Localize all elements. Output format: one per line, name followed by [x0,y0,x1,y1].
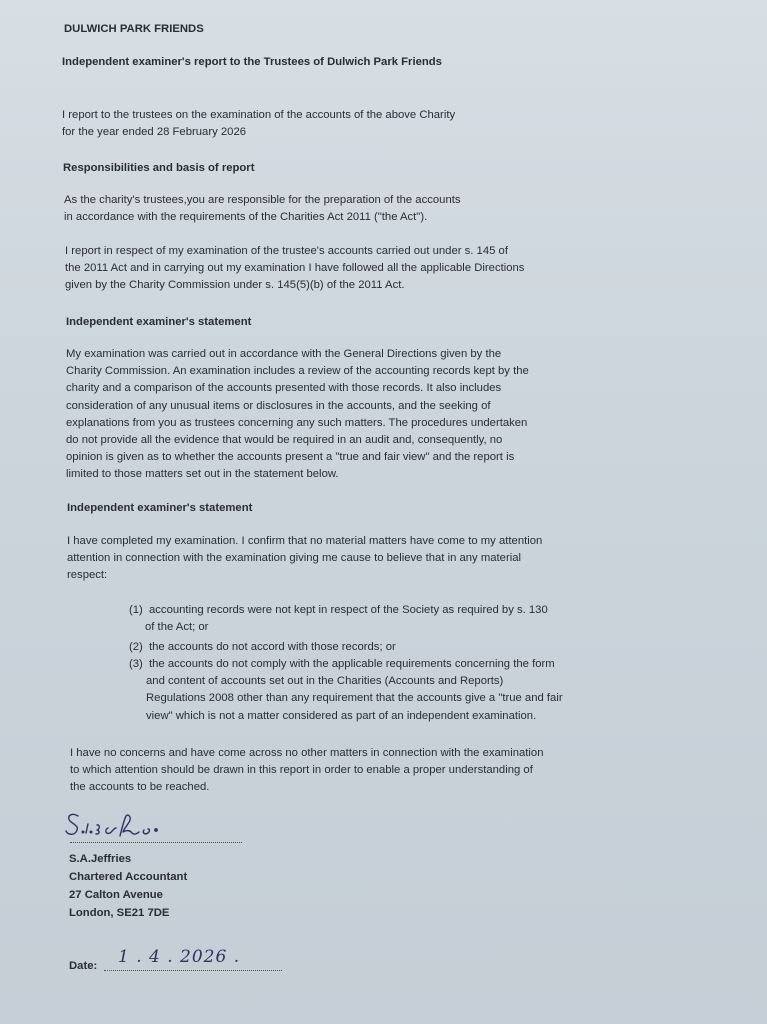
text-line: to which attention should be drawn in this report in order to enable a proper understanding of [70,764,533,777]
text-line: view" which is not a matter considered as part of an independent examination. [146,709,537,722]
signatory-address-line: London, SE21 7DE [69,907,170,919]
text-line: do not provide all the evidence that would be required in an audit and, consequently, no [66,434,503,447]
responsibilities-heading: Responsibilities and basis of report [63,162,255,174]
list-number: (2) [129,641,143,653]
signature-line [70,842,242,843]
text-line: respect: [67,569,108,582]
text-line: consideration of any unusual items or disclosures in the accounts, and the seeking of [66,399,491,412]
text-line: accounting records were not kept in respect of the Society as required by s. 130 [149,604,548,616]
statement-heading-1: Independent examiner's statement [66,316,252,328]
date-line [104,970,282,971]
text-line: opinion is given as to whether the accounts present a "true and fair view" and the report is [66,451,515,464]
text-line: the accounts do not accord with those records; or [149,641,396,653]
date-label: Date: [69,960,98,972]
closing-paragraph [70,745,543,797]
signatory-block [69,850,187,922]
text-line: Charity Commission. An examination includes a review of the accounting records kept by the [66,365,529,378]
signatory-name: S.A.Jeffries [69,853,132,865]
responsibilities-paragraph-2 [65,243,524,295]
handwritten-date: 1 . 4 . 2026 . [118,947,241,967]
text-line: attention in connection with the examination giving me cause to believe that in any material [67,552,522,565]
text-line: the accounts do not comply with the applicable requirements concerning the form [149,658,555,670]
text-line: of the Act; or [145,621,209,634]
text-line: in accordance with the requirements of the Charities Act 2011 ("the Act"). [64,211,428,224]
handwritten-signature [64,806,194,842]
list-number: (3) [129,658,143,670]
signatory-address-line: 27 Calton Avenue [69,889,163,901]
statement-paragraph-1 [66,346,529,484]
statement-paragraph-2 [67,533,542,585]
responsibilities-paragraph-1 [64,192,461,226]
list-number: (1) [129,604,143,616]
text-line: explanations from you as trustees concerning any such matters. The procedures undertaken [66,416,528,429]
statement-heading-2: Independent examiner's statement [67,502,253,514]
text-line: As the charity's trustees,you are responsible for the preparation of the accounts [64,194,461,206]
text-line: for the year ended 28 February 2026 [62,126,247,139]
text-line: limited to those matters set out in the statement below. [66,468,339,481]
intro-paragraph [62,107,455,141]
text-line: charity and a comparison of the accounts presented with those records. It also includes [66,382,502,395]
text-line: I report in respect of my examination of the trustee's accounts carried out under s. 145 of [65,245,508,257]
text-line: and content of accounts set out in the Charities (Accounts and Reports) [146,675,504,688]
signatory-title: Chartered Accountant [69,871,188,883]
text-line: My examination was carried out in accordance with the General Directions given by the [66,348,502,360]
text-line: I have no concerns and have come across no other matters in connection with the examination [70,747,544,759]
text-line: I report to the trustees on the examination of the accounts of the above Charity [62,109,456,121]
report-title: Independent examiner's report to the Trustees of Dulwich Park Friends [62,56,442,68]
text-line: the accounts to be reached. [70,781,210,794]
text-line: the 2011 Act and in carrying out my examination I have followed all the applicable Directions [65,262,525,275]
text-line: I have completed my examination. I confirm that no material matters have come to my attention [67,535,543,547]
text-line: Regulations 2008 other than any requirement that the accounts give a "true and fair [146,692,563,705]
org-heading: DULWICH PARK FRIENDS [64,23,204,35]
text-line: given by the Charity Commission under s. 145(5)(b) of the 2011 Act. [65,279,405,292]
